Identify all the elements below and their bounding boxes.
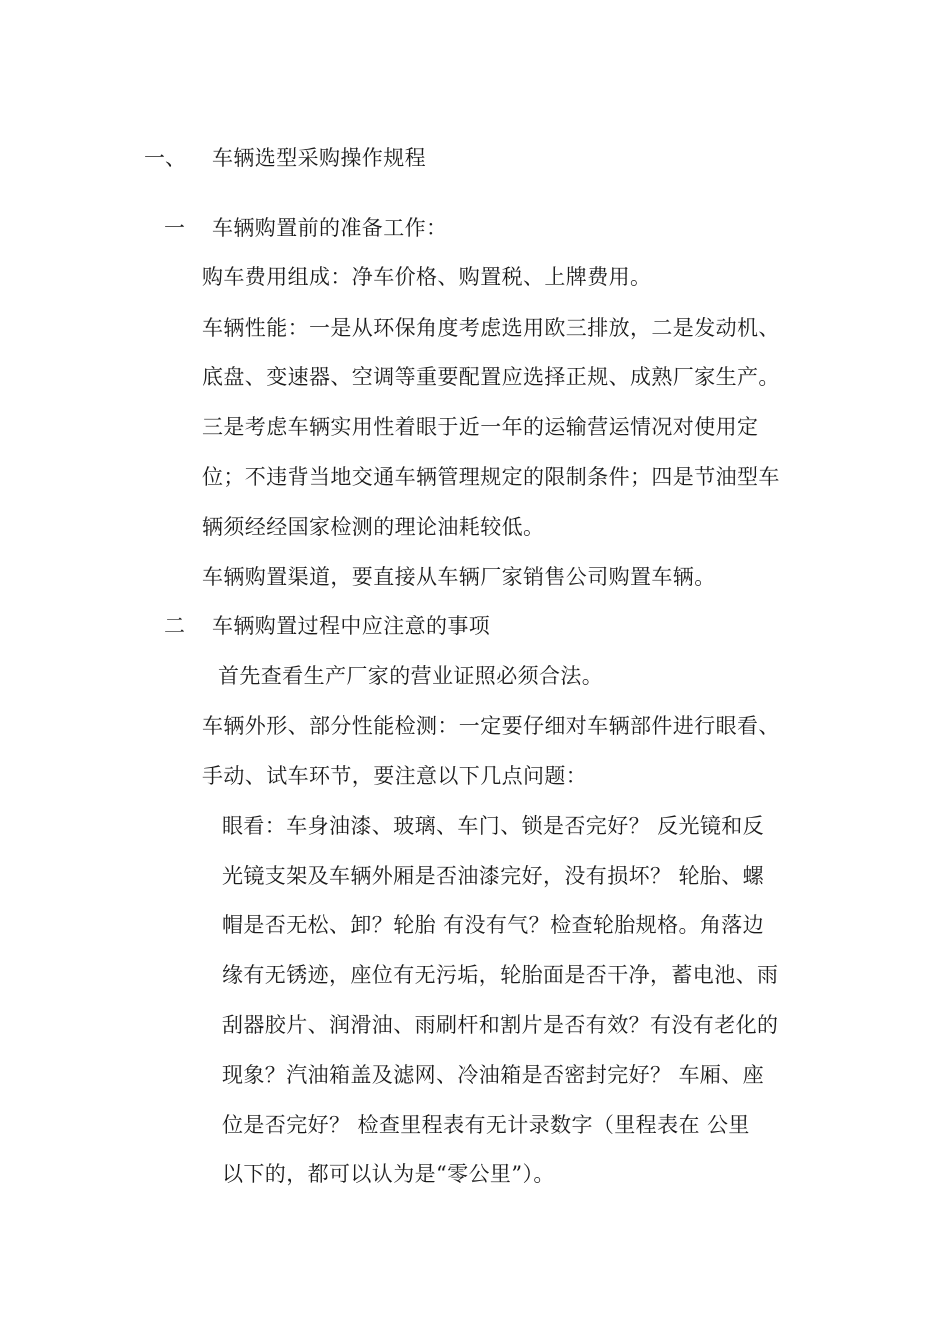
paragraph-line: 购车费用组成：净车价格、购置税、上牌费用。	[202, 265, 652, 289]
paragraph-line: 车辆外形、部分性能检测：一定要仔细对车辆部件进行眼看、	[202, 714, 780, 738]
paragraph-line: 车辆购置渠道，要直接从车辆厂家销售公司购置车辆。	[202, 565, 716, 589]
paragraph-line: 手动、试车环节，要注意以下几点问题：	[202, 764, 588, 788]
section1-title: 车辆购置前的准备工作：	[212, 216, 448, 240]
checklist-line: 以下的，都可以认为是“零公里”）。	[222, 1162, 555, 1186]
paragraph-line: 车辆性能：一是从环保角度考虑选用欧三排放，二是发动机、	[202, 316, 780, 340]
checklist-line: 刮器胶片、润滑油、雨刷杆和割片是否有效？有没有老化的	[222, 1013, 779, 1037]
checklist-line: 光镜支架及车辆外厢是否油漆完好，没有损坏？ 轮胎、螺	[222, 864, 765, 888]
heading-title: 车辆选型采购操作规程	[212, 146, 426, 170]
section2-number: 二	[164, 614, 185, 638]
paragraph-line: 三是考虑车辆实用性着眼于近一年的运输营运情况对使用定	[202, 415, 759, 439]
checklist-line: 缘有无锈迹，座位有无污垢，轮胎面是否干净，蓄电池、雨	[222, 963, 779, 987]
checklist-line: 现象？汽油箱盖及滤网、冷油箱是否密封完好？ 车厢、座	[222, 1063, 765, 1087]
checklist-line: 眼看：车身油漆、玻璃、车门、锁是否完好？ 反光镜和反	[222, 814, 765, 838]
paragraph-line: 辆须经经国家检测的理论油耗较低。	[202, 515, 545, 539]
checklist-line: 帽是否无松、卸？轮胎 有没有气？检查轮胎规格。角落边	[222, 913, 765, 937]
paragraph-line: 首先查看生产厂家的营业证照必须合法。	[218, 664, 604, 688]
heading-number: 一、	[144, 146, 186, 170]
paragraph-line: 位；不违背当地交通车辆管理规定的限制条件；四是节油型车	[202, 465, 780, 489]
section2-title: 车辆购置过程中应注意的事项	[212, 614, 491, 638]
section1-number: 一	[164, 216, 185, 240]
paragraph-line: 底盘、变速器、空调等重要配置应选择正规、成熟厂家生产。	[202, 365, 780, 389]
checklist-line: 位是否完好？ 检查里程表有无计录数字（里程表在 公里	[222, 1113, 750, 1137]
